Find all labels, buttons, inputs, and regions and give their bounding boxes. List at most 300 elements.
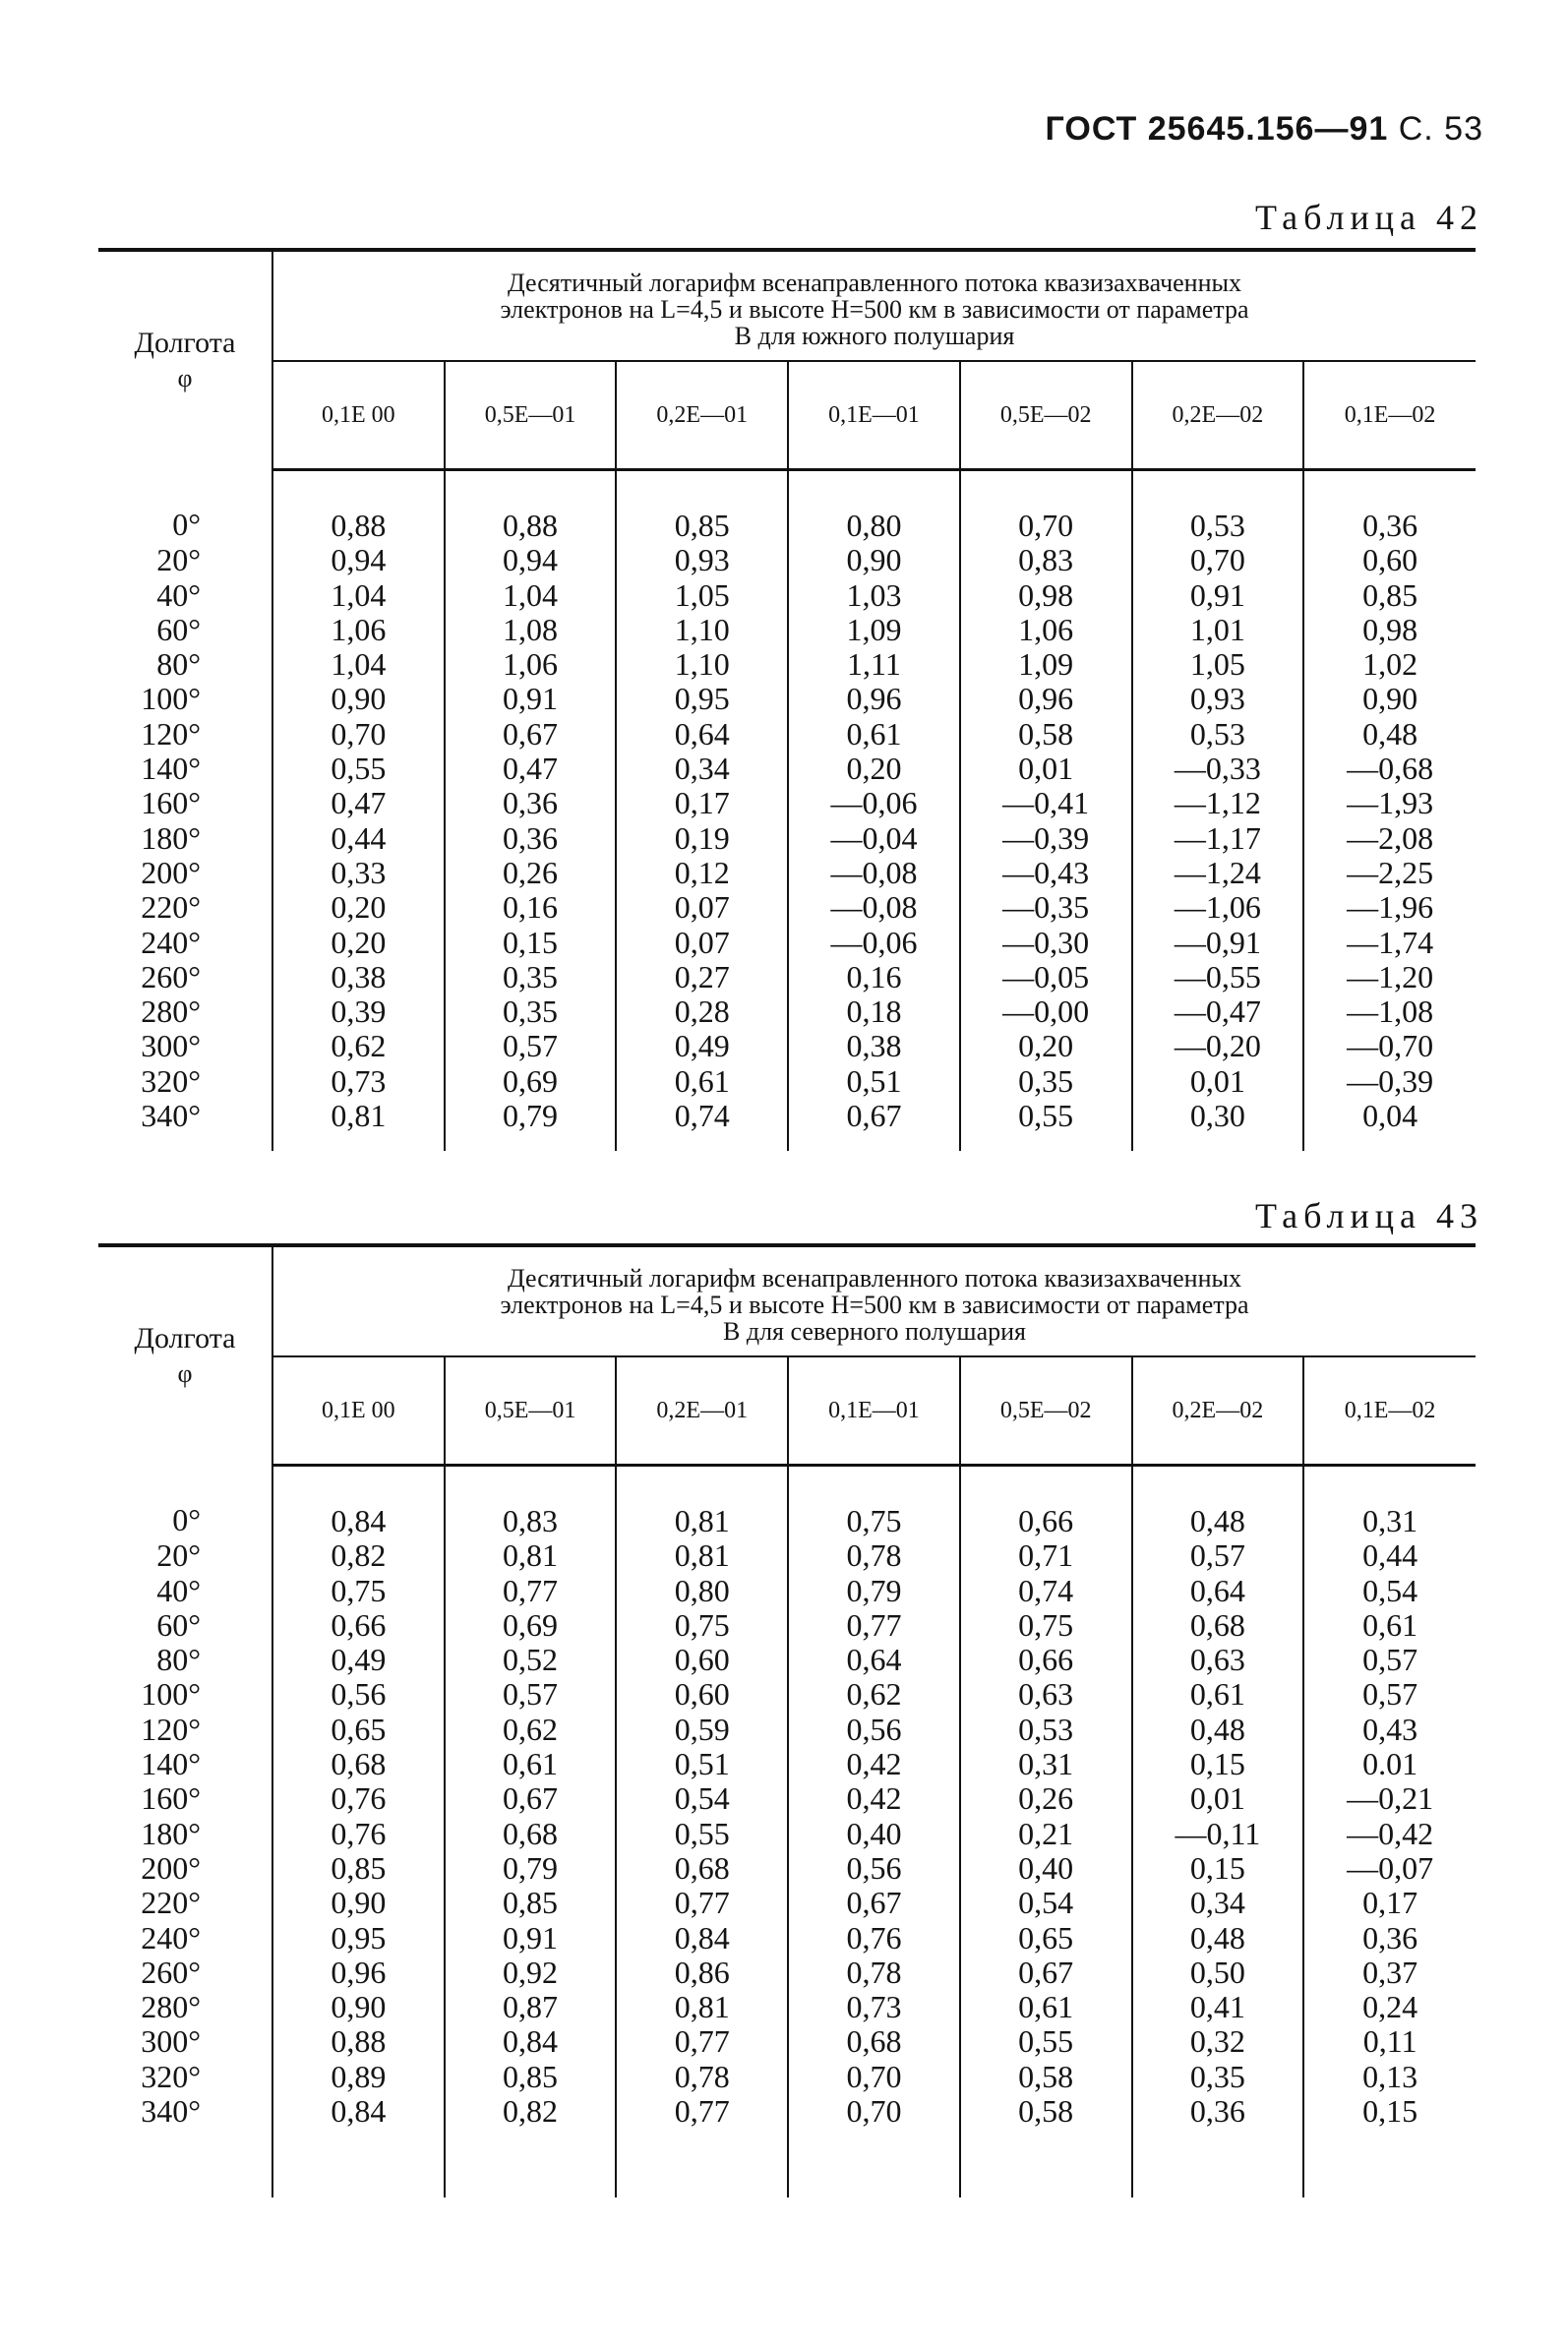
value-cell: 0,91: [445, 682, 617, 716]
value-cell: 0,48: [1303, 717, 1476, 752]
value-cell: 0,17: [616, 786, 788, 820]
value-cell: 0,63: [1132, 1643, 1304, 1677]
value-cell: 0,30: [1132, 1099, 1304, 1151]
page-header: [1046, 110, 1483, 149]
value-cell: 0,84: [272, 1466, 445, 1539]
value-cell: 0,20: [272, 926, 445, 960]
value-cell: 0,78: [788, 1956, 960, 1990]
value-cell: 0,68: [788, 2024, 960, 2059]
longitude-cell: 20°: [156, 1537, 201, 1574]
value-cell: 0,85: [616, 470, 788, 544]
value-cell: 0,64: [788, 1643, 960, 1677]
longitude-cell: 140°: [141, 751, 201, 787]
value-cell: 0,70: [1132, 543, 1304, 577]
value-cell: 0,31: [1303, 1466, 1476, 1539]
value-cell: 0,76: [788, 1921, 960, 1956]
value-cell: 0,96: [788, 682, 960, 716]
value-cell: 0,26: [445, 856, 617, 890]
table-43-label: Таблица 43: [1255, 1196, 1483, 1235]
table-row: [98, 682, 1476, 716]
value-cell: 0,01: [1132, 1064, 1304, 1099]
value-cell: 0,36: [445, 821, 617, 856]
value-cell: 0,55: [960, 1099, 1132, 1151]
value-cell: 0,96: [272, 1956, 445, 1990]
value-cell: 0,80: [616, 1574, 788, 1608]
value-cell: 0,68: [445, 1817, 617, 1851]
value-cell: 0,88: [272, 470, 445, 544]
value-cell: 0,58: [960, 2060, 1132, 2094]
value-cell: —0,68: [1303, 752, 1476, 786]
value-cell: —1,20: [1303, 960, 1476, 994]
value-cell: 0,53: [960, 1713, 1132, 1747]
value-cell: 1,02: [1303, 647, 1476, 682]
value-cell: 1,05: [1132, 647, 1304, 682]
value-cell: 0,80: [788, 470, 960, 544]
value-cell: —0,70: [1303, 1029, 1476, 1063]
table-row: [98, 1064, 1476, 1099]
value-cell: 0,17: [1303, 1886, 1476, 1920]
value-cell: 0,96: [960, 682, 1132, 716]
table-row: [98, 752, 1476, 786]
value-cell: 0,87: [445, 1990, 617, 2024]
value-cell: —0,05: [960, 960, 1132, 994]
value-cell: —1,96: [1303, 890, 1476, 925]
value-cell: 0,75: [788, 1466, 960, 1539]
value-cell: 0,93: [1132, 682, 1304, 716]
value-cell: 0,76: [272, 1817, 445, 1851]
value-cell: 0,85: [1303, 578, 1476, 613]
value-cell: —1,24: [1132, 856, 1304, 890]
longitude-cell: 200°: [141, 854, 201, 890]
value-cell: —0,91: [1132, 926, 1304, 960]
value-cell: 0,43: [1303, 1713, 1476, 1747]
table-43: [98, 1243, 1476, 2197]
value-cell: 0,49: [616, 1029, 788, 1063]
value-cell: 0,57: [445, 1029, 617, 1063]
table-row: [98, 1713, 1476, 1747]
value-cell: —0,30: [960, 926, 1132, 960]
value-cell: 0.01: [1303, 1747, 1476, 1781]
value-cell: 0,42: [788, 1781, 960, 1816]
table-row: [98, 1956, 1476, 1990]
value-cell: 0,94: [445, 543, 617, 577]
value-cell: 0,37: [1303, 1956, 1476, 1990]
value-cell: 0,57: [1132, 1538, 1304, 1573]
value-cell: 0,61: [445, 1747, 617, 1781]
longitude-cell: 60°: [156, 611, 201, 647]
value-cell: —0,35: [960, 890, 1132, 925]
value-cell: 0,31: [960, 1747, 1132, 1781]
table-row: [98, 2094, 1476, 2197]
value-cell: 0,54: [960, 1886, 1132, 1920]
value-cell: —0,39: [960, 821, 1132, 856]
table-row: [98, 1608, 1476, 1643]
longitude-cell: 60°: [156, 1606, 201, 1643]
value-cell: 0,68: [272, 1747, 445, 1781]
table-row: [98, 1574, 1476, 1608]
table-title-line: Десятичный логарифм всенаправленного потока квазизахваченных: [508, 268, 1241, 297]
table-row: [98, 1677, 1476, 1712]
value-cell: 0,62: [788, 1677, 960, 1712]
value-cell: 0,81: [272, 1099, 445, 1151]
value-cell: 0,61: [788, 717, 960, 752]
value-cell: 0,65: [272, 1713, 445, 1747]
value-cell: 0,50: [1132, 1956, 1304, 1990]
value-cell: 0,79: [788, 1574, 960, 1608]
value-cell: —0,11: [1132, 1817, 1304, 1851]
document-number: ГОСТ 25645.156—91: [1045, 110, 1389, 148]
longitude-cell: 160°: [141, 785, 201, 821]
value-cell: 0,88: [272, 2024, 445, 2059]
value-cell: 1,05: [616, 578, 788, 613]
value-cell: 0,16: [445, 890, 617, 925]
value-cell: 0,63: [960, 1677, 1132, 1712]
value-cell: 0,77: [616, 2024, 788, 2059]
column-header: 0,2E—02: [1132, 1356, 1304, 1466]
value-cell: 0,69: [445, 1608, 617, 1643]
value-cell: —2,08: [1303, 821, 1476, 856]
value-cell: 0,78: [788, 1538, 960, 1573]
value-cell: —0,08: [788, 856, 960, 890]
value-cell: 0,55: [960, 2024, 1132, 2059]
value-cell: 0,07: [616, 926, 788, 960]
value-cell: 0,35: [960, 1064, 1132, 1099]
longitude-cell: 300°: [141, 2023, 201, 2060]
value-cell: 0,36: [1303, 1921, 1476, 1956]
value-cell: 0,61: [960, 1990, 1132, 2024]
value-cell: 0,95: [272, 1921, 445, 1956]
longitude-cell: 260°: [141, 958, 201, 994]
column-header: 0,5E—02: [960, 361, 1132, 470]
longitude-cell: 0°: [172, 506, 201, 542]
value-cell: 0,85: [272, 1851, 445, 1886]
table-title-line: электронов на L=4,5 и высоте H=500 км в зависимости от параметра: [500, 1290, 1249, 1319]
value-cell: 0,77: [445, 1574, 617, 1608]
value-cell: 0,40: [788, 1817, 960, 1851]
value-cell: 0,56: [272, 1677, 445, 1712]
value-cell: 0,73: [272, 1064, 445, 1099]
table-row: [98, 1886, 1476, 1920]
value-cell: 0,20: [788, 752, 960, 786]
value-cell: —0,55: [1132, 960, 1304, 994]
value-cell: 0,68: [1132, 1608, 1304, 1643]
value-cell: 0,51: [788, 1064, 960, 1099]
longitude-cell: 160°: [141, 1780, 201, 1817]
value-cell: 0,84: [272, 2094, 445, 2197]
table-row: [98, 786, 1476, 820]
value-cell: —1,74: [1303, 926, 1476, 960]
value-cell: 0,88: [445, 470, 617, 544]
value-cell: 0,33: [272, 856, 445, 890]
longitude-cell: 0°: [172, 1501, 201, 1537]
value-cell: 0,81: [445, 1538, 617, 1573]
value-cell: 0,35: [445, 960, 617, 994]
table-row: [98, 1817, 1476, 1851]
longitude-cell: 220°: [141, 1885, 201, 1921]
value-cell: 0,86: [616, 1956, 788, 1990]
value-cell: 0,40: [960, 1851, 1132, 1886]
column-header: 0,5E—02: [960, 1356, 1132, 1466]
value-cell: 0,54: [1303, 1574, 1476, 1608]
value-cell: 0,19: [616, 821, 788, 856]
value-cell: 0,77: [788, 1608, 960, 1643]
table-row: [98, 856, 1476, 890]
value-cell: 0,90: [272, 1990, 445, 2024]
table-row: [98, 1643, 1476, 1677]
value-cell: 0,34: [1132, 1886, 1304, 1920]
value-cell: 0,53: [1132, 717, 1304, 752]
value-cell: 0,61: [616, 1064, 788, 1099]
value-cell: —2,25: [1303, 856, 1476, 890]
value-cell: 0,20: [272, 890, 445, 925]
value-cell: 0,67: [788, 1886, 960, 1920]
value-cell: 0,15: [445, 926, 617, 960]
value-cell: 0,32: [1132, 2024, 1304, 2059]
value-cell: 0,61: [1303, 1608, 1476, 1643]
value-cell: 0,36: [445, 786, 617, 820]
value-cell: 0,90: [272, 1886, 445, 1920]
value-cell: 0,81: [616, 1466, 788, 1539]
value-cell: —0,42: [1303, 1817, 1476, 1851]
value-cell: 0,55: [616, 1817, 788, 1851]
value-cell: 0,39: [272, 994, 445, 1029]
column-header-longitude: [98, 1245, 272, 1466]
value-cell: 0,83: [445, 1466, 617, 1539]
column-header: 0,5E—01: [445, 361, 617, 470]
value-cell: 0,74: [616, 1099, 788, 1151]
value-cell: 0,58: [960, 717, 1132, 752]
value-cell: 1,04: [272, 578, 445, 613]
value-cell: 0,92: [445, 1956, 617, 1990]
value-cell: 0,69: [445, 1064, 617, 1099]
longitude-cell: 240°: [141, 924, 201, 960]
value-cell: 1,04: [445, 578, 617, 613]
table-title-line: В для северного полушария: [723, 1316, 1026, 1346]
value-cell: 0,93: [616, 543, 788, 577]
longitude-cell: 80°: [156, 646, 201, 683]
table-title: [272, 250, 1476, 361]
value-cell: 0,73: [788, 1990, 960, 2024]
longitude-cell: 320°: [141, 1062, 201, 1099]
longitude-cell: 100°: [141, 1676, 201, 1713]
column-header: 0,1E—01: [788, 1356, 960, 1466]
longitude-cell: 280°: [141, 993, 201, 1030]
value-cell: —0,07: [1303, 1851, 1476, 1886]
longitude-cell: 40°: [156, 1572, 201, 1608]
value-cell: 0,53: [1132, 470, 1304, 544]
value-cell: 0,70: [272, 717, 445, 752]
value-cell: 0,38: [272, 960, 445, 994]
value-cell: 0,55: [272, 752, 445, 786]
value-cell: 0,24: [1303, 1990, 1476, 2024]
table-row: [98, 926, 1476, 960]
value-cell: 0,01: [960, 752, 1132, 786]
value-cell: 1,04: [272, 647, 445, 682]
column-header: 0,1E 00: [272, 1356, 445, 1466]
table-row: [98, 1921, 1476, 1956]
value-cell: 0,67: [960, 1956, 1132, 1990]
value-cell: 0,91: [1132, 578, 1304, 613]
value-cell: 0,82: [272, 1538, 445, 1573]
value-cell: 0,81: [616, 1990, 788, 2024]
value-cell: 0,67: [788, 1099, 960, 1151]
value-cell: 0,38: [788, 1029, 960, 1063]
value-cell: 0,58: [960, 2094, 1132, 2197]
value-cell: 0,11: [1303, 2024, 1476, 2059]
value-cell: 0,56: [788, 1713, 960, 1747]
column-header: 0,5E—01: [445, 1356, 617, 1466]
value-cell: 1,11: [788, 647, 960, 682]
value-cell: 0,62: [272, 1029, 445, 1063]
column-header: 0,2E—01: [616, 361, 788, 470]
value-cell: 0,56: [788, 1851, 960, 1886]
value-cell: 0,77: [616, 2094, 788, 2197]
value-cell: 0,57: [1303, 1677, 1476, 1712]
value-cell: 0,07: [616, 890, 788, 925]
value-cell: 0,78: [616, 2060, 788, 2094]
value-cell: —0,20: [1132, 1029, 1304, 1063]
longitude-cell: 300°: [141, 1028, 201, 1064]
longitude-cell: 120°: [141, 715, 201, 752]
value-cell: 1,09: [960, 647, 1132, 682]
value-cell: —0,47: [1132, 994, 1304, 1029]
longitude-cell: 240°: [141, 1919, 201, 1956]
value-cell: 0,65: [960, 1921, 1132, 1956]
table-row: [98, 890, 1476, 925]
value-cell: 0,98: [1303, 613, 1476, 647]
longitude-cell: 120°: [141, 1711, 201, 1747]
value-cell: 1,08: [445, 613, 617, 647]
table-row: [98, 647, 1476, 682]
table-row: [98, 470, 1476, 544]
value-cell: 0,57: [445, 1677, 617, 1712]
value-cell: 0,18: [788, 994, 960, 1029]
table-42-label: Таблица 42: [1255, 198, 1483, 237]
longitude-cell: 340°: [141, 2093, 201, 2130]
column-header: 0,2E—02: [1132, 361, 1304, 470]
longitude-cell: 80°: [156, 1642, 201, 1678]
value-cell: 0,57: [1303, 1643, 1476, 1677]
column-header-longitude: [98, 250, 272, 470]
value-cell: —1,08: [1303, 994, 1476, 1029]
value-cell: 0,90: [272, 682, 445, 716]
value-cell: 0,15: [1132, 1851, 1304, 1886]
column-header: 0,1E—01: [788, 361, 960, 470]
table-row: [98, 1747, 1476, 1781]
value-cell: —0,06: [788, 926, 960, 960]
table-row: [98, 821, 1476, 856]
value-cell: 0,20: [960, 1029, 1132, 1063]
value-cell: —0,39: [1303, 1064, 1476, 1099]
value-cell: 0,62: [445, 1713, 617, 1747]
value-cell: 0,68: [616, 1851, 788, 1886]
longitude-cell: 180°: [141, 819, 201, 856]
value-cell: —0,41: [960, 786, 1132, 820]
phi-symbol: φ: [177, 1358, 193, 1388]
value-cell: 0,66: [272, 1608, 445, 1643]
value-cell: 0,48: [1132, 1466, 1304, 1539]
value-cell: 0,90: [788, 543, 960, 577]
table-title: [272, 1245, 1476, 1356]
phi-symbol: φ: [177, 363, 193, 392]
value-cell: 0,83: [960, 543, 1132, 577]
value-cell: 0,15: [1132, 1747, 1304, 1781]
value-cell: 0,94: [272, 543, 445, 577]
value-cell: 1,06: [272, 613, 445, 647]
value-cell: 0,04: [1303, 1099, 1476, 1151]
value-cell: 0,85: [445, 2060, 617, 2094]
value-cell: 0,60: [616, 1643, 788, 1677]
page-number: С. 53: [1398, 110, 1483, 148]
value-cell: 0,41: [1132, 1990, 1304, 2024]
value-cell: 0,44: [272, 821, 445, 856]
value-cell: 0,75: [960, 1608, 1132, 1643]
table-row: [98, 1029, 1476, 1063]
table-row: [98, 578, 1476, 613]
value-cell: 0,13: [1303, 2060, 1476, 2094]
value-cell: 0,90: [1303, 682, 1476, 716]
value-cell: 0,44: [1303, 1538, 1476, 1573]
value-cell: —0,33: [1132, 752, 1304, 786]
value-cell: 0,34: [616, 752, 788, 786]
value-cell: 0,35: [1132, 2060, 1304, 2094]
value-cell: 0,21: [960, 1817, 1132, 1851]
value-cell: 0,84: [616, 1921, 788, 1956]
value-cell: —1,12: [1132, 786, 1304, 820]
table-row: [98, 717, 1476, 752]
value-cell: —1,93: [1303, 786, 1476, 820]
longitude-cell: 260°: [141, 1954, 201, 1990]
table-row: [98, 613, 1476, 647]
value-cell: —0,04: [788, 821, 960, 856]
value-cell: 0,15: [1303, 2094, 1476, 2197]
longitude-cell: 340°: [141, 1098, 201, 1134]
value-cell: 0,47: [272, 786, 445, 820]
value-cell: 0,74: [960, 1574, 1132, 1608]
table-row: [98, 1781, 1476, 1816]
table-row: [98, 1851, 1476, 1886]
column-header: 0,2E—01: [616, 1356, 788, 1466]
column-header: 0,1E 00: [272, 361, 445, 470]
value-cell: 0,47: [445, 752, 617, 786]
value-cell: 0,98: [960, 578, 1132, 613]
value-cell: 0,95: [616, 682, 788, 716]
value-cell: 0,54: [616, 1781, 788, 1816]
value-cell: 0,75: [616, 1608, 788, 1643]
table-row: [98, 1990, 1476, 2024]
value-cell: 0,48: [1132, 1921, 1304, 1956]
value-cell: 0,28: [616, 994, 788, 1029]
value-cell: —1,06: [1132, 890, 1304, 925]
value-cell: 0,60: [1303, 543, 1476, 577]
column-header: 0,1E—02: [1303, 361, 1476, 470]
value-cell: 0,48: [1132, 1713, 1304, 1747]
table-title-line: Десятичный логарифм всенаправленного потока квазизахваченных: [508, 1263, 1241, 1293]
table-42: [98, 248, 1476, 1151]
value-cell: 0,75: [272, 1574, 445, 1608]
longitude-cell: 20°: [156, 542, 201, 578]
longitude-label: Долгота: [134, 1321, 236, 1354]
value-cell: 0,64: [616, 717, 788, 752]
table-row: [98, 1099, 1476, 1151]
value-cell: 0,81: [616, 1538, 788, 1573]
value-cell: 0,16: [788, 960, 960, 994]
table-title-line: электронов на L=4,5 и высоте H=500 км в зависимости от параметра: [500, 294, 1249, 324]
value-cell: 0,82: [445, 2094, 617, 2197]
value-cell: 1,01: [1132, 613, 1304, 647]
table-row: [98, 960, 1476, 994]
value-cell: 0,51: [616, 1747, 788, 1781]
